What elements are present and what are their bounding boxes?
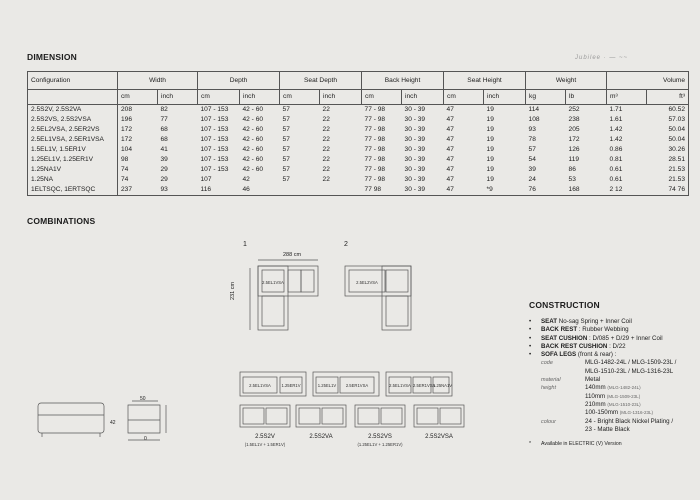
table-cell: 77 - 98 — [364, 146, 386, 153]
leg-height: 110mm — [585, 392, 606, 400]
table-cell: 42 - 60 — [242, 166, 264, 173]
height-key: height — [541, 385, 556, 392]
unit-cell: ft³ — [647, 90, 689, 105]
table-cell: 77 - 98 — [364, 176, 386, 183]
unit-cell: kg — [526, 90, 566, 105]
table-cell: 205 — [568, 126, 580, 133]
table-cell: 57 — [282, 126, 290, 133]
leg-colour: 24 - Bright Black Nickel Plating / — [585, 417, 674, 425]
table-cell: 30 - 39 — [404, 106, 426, 113]
table-cell: 2 12 — [607, 185, 647, 196]
sofa-subcaption: (1.25EL1V + 1.25ER1V) — [357, 442, 403, 447]
side-dim-label: 0 — [144, 436, 147, 442]
construction-item: • SEAT CUSHION : D/085 + D/29 + Inner Coil — [529, 334, 663, 342]
unit-cell: cm — [118, 90, 158, 105]
construction-list: • SEAT No-sag Spring + Inner Coil • BACK REST : Rubber Webbing • SEAT CUSHION : D/085 + D/29 + Inner Coil • BACK REST CUSHION : D/22 • SOFA LEGS (front & rear) : code MLG-1482-24L / MLG-1509-23L / MLG-1510-23L / MLG-1316-23L material Metal height 140mm (MLG-1482-24L) 110mm (MLG-1509-23L) 210mm (MLG-1510-23L) 100-150mm (MLG-1316-23L) colour 24 - Bright Black Nickel Plating / 23 - Matte Black * Available in ELECTRIC (V) Version — [529, 318, 689, 448]
table-cell: 42 — [242, 176, 250, 183]
table-cell: 39 — [528, 166, 536, 173]
table-cell: 107 - 153 — [200, 156, 229, 163]
col-header: Weight — [526, 72, 607, 90]
table-cell: 19 — [486, 116, 494, 123]
table-cell: 77 - 98 — [364, 116, 386, 123]
table-cell: 22 — [322, 176, 330, 183]
config-cell: 2.5EL2VSA, 2.5ER2VS — [28, 125, 118, 135]
table-cell: 19 — [486, 156, 494, 163]
table-cell: 54 — [528, 156, 536, 163]
table-cell: 76 — [526, 185, 566, 196]
table-cell: 57.03 — [647, 115, 689, 125]
plan-number-1: 1 — [243, 241, 247, 248]
table-cell: 77 - 98 — [364, 136, 386, 143]
table-cell: 126 — [568, 146, 580, 153]
table-cell: 1.61 — [609, 116, 623, 123]
table-cell: 22 — [322, 116, 330, 123]
table-cell: 77 98 — [362, 185, 402, 196]
col-header: Width — [118, 72, 198, 90]
config-cell: 2.5S2V, 2.5S2VA — [28, 105, 118, 116]
table-cell: 172 — [568, 136, 580, 143]
table-cell: 42 - 60 — [242, 136, 264, 143]
col-header: Seat Depth — [280, 72, 362, 90]
table-cell: 21.53 — [647, 165, 689, 175]
electric-note: Available in ELECTRIC (V) Version — [541, 441, 622, 448]
table-cell: 41 — [160, 146, 168, 153]
table-cell: 42 - 60 — [242, 146, 264, 153]
module-label: 2.5EL1VSA — [249, 383, 271, 388]
unit-cell: inch — [320, 90, 362, 105]
table-cell: 107 — [200, 176, 212, 183]
bullet-icon: • — [529, 326, 532, 334]
table-cell: 238 — [568, 116, 580, 123]
construction-item: • SOFA LEGS (front & rear) : — [529, 351, 617, 359]
construction-item: • SEAT No-sag Spring + Inner Coil — [529, 318, 632, 325]
table-cell: 47 — [446, 176, 454, 183]
asterisk-icon: * — [529, 441, 532, 448]
table-cell: 104 — [121, 146, 133, 153]
table-cell: 98 — [121, 156, 129, 163]
config-cell: 1.25NA1V — [28, 165, 118, 175]
config-cell: 1.5EL1V, 1.5ER1V — [28, 145, 118, 155]
bullet-icon: • — [529, 318, 532, 325]
construction-title: CONSTRUCTION — [529, 300, 600, 310]
table-cell: 30 - 39 — [404, 176, 426, 183]
col-header: Configuration — [28, 72, 118, 90]
config-cell: 1ELTSQC, 1ERTSQC — [28, 185, 118, 196]
table-cell: 119 — [568, 156, 580, 163]
combinations-title: COMBINATIONS — [27, 216, 96, 226]
table-cell: 78 — [528, 136, 536, 143]
sofa-caption: 2.5S2VSA — [425, 434, 453, 440]
table-cell: 57 — [282, 146, 290, 153]
table-cell: 57 — [528, 146, 536, 153]
table-cell: 57 — [282, 106, 290, 113]
table-cell: 172 — [121, 136, 133, 143]
config-cell: 1.25NA — [28, 175, 118, 185]
table-cell: 24 — [528, 176, 536, 183]
table-cell: 29 — [160, 166, 168, 173]
table-cell: 57 — [282, 176, 290, 183]
table-cell: 93 — [158, 185, 198, 196]
table-cell: 57 — [282, 116, 290, 123]
colour-key: colour — [541, 418, 556, 425]
table-cell: 0.86 — [609, 146, 623, 153]
table-cell: 30 - 39 — [404, 126, 426, 133]
table-cell: 107 - 153 — [200, 126, 229, 133]
unit-cell: cm — [444, 90, 484, 105]
table-cell: 19 — [486, 106, 494, 113]
table-cell: 77 - 98 — [364, 126, 386, 133]
plan-label: 2.5EL1VSA — [262, 280, 284, 285]
table-cell: 22 — [322, 136, 330, 143]
table-cell: 196 — [121, 116, 133, 123]
table-cell: 107 - 153 — [200, 116, 229, 123]
leg-material: Metal — [585, 376, 601, 384]
sofa-caption: 2.5S2VS — [368, 434, 392, 440]
table-cell: 30.26 — [647, 145, 689, 155]
floor-plan-1 — [258, 266, 318, 330]
col-header: Depth — [198, 72, 280, 90]
table-cell: 22 — [322, 126, 330, 133]
table-cell: 42 - 60 — [242, 106, 264, 113]
table-cell: 19 — [486, 136, 494, 143]
bullet-icon: • — [529, 342, 532, 350]
table-cell: 74 76 — [647, 185, 689, 196]
table-cell: 0.61 — [609, 166, 623, 173]
leg-colour: 23 - Matte Black — [585, 425, 630, 433]
col-header: Seat Height — [444, 72, 526, 90]
table-cell: 172 — [121, 126, 133, 133]
table-cell: 30 - 39 — [404, 166, 426, 173]
leg-height: 100-150mm — [585, 409, 619, 417]
table-cell: 57 — [282, 136, 290, 143]
table-cell: 21.53 — [647, 175, 689, 185]
table-cell: 74 — [121, 176, 129, 183]
table-cell: 82 — [160, 106, 168, 113]
table-cell: 30 - 39 — [404, 146, 426, 153]
table-cell: 74 — [121, 166, 129, 173]
depth-dimension-label: 231 cm — [230, 281, 236, 300]
unit-cell: cm — [362, 90, 402, 105]
table-cell: 53 — [568, 176, 576, 183]
config-cell: 2.5S2VS, 2.5S2VSA — [28, 115, 118, 125]
unit-cell: inch — [484, 90, 526, 105]
table-cell: 47 — [446, 156, 454, 163]
material-key: material — [541, 377, 561, 384]
module-label: 1.25EL1V — [317, 383, 337, 388]
sofa-silhouettes — [240, 405, 464, 427]
side-dim-label: 42 — [110, 420, 116, 426]
construction-item: • BACK REST CUSHION : D/22 — [529, 342, 626, 350]
table-cell: 30 - 39 — [402, 185, 444, 196]
table-cell: 46 — [240, 185, 280, 196]
brand-watermark: Jubilee · — ~~ — [575, 55, 629, 61]
table-cell: 57 — [282, 156, 290, 163]
table-cell: 22 — [322, 106, 330, 113]
sofa-caption: 2.5S2V — [255, 434, 275, 440]
table-cell: 42 - 60 — [242, 116, 264, 123]
table-cell: 108 — [528, 116, 540, 123]
table-cell: 19 — [486, 176, 494, 183]
code-key: code — [541, 360, 553, 367]
unit-cell: inch — [402, 90, 444, 105]
table-cell: 28.51 — [647, 155, 689, 165]
config-cell: 1.25EL1V, 1.25ER1V — [28, 155, 118, 165]
leg-code: MLG-1510-23L / MLG-1316-23L — [585, 367, 674, 375]
table-cell: 60.52 — [647, 105, 689, 116]
bullet-icon: • — [529, 334, 532, 342]
sofa-side-elevation — [128, 401, 166, 440]
table-cell: 47 — [444, 185, 484, 196]
unit-cell: cm — [198, 90, 240, 105]
table-cell: 107 - 153 — [200, 106, 229, 113]
table-cell: 114 — [528, 106, 540, 113]
table-cell: 47 — [446, 166, 454, 173]
plan-label: 2.5EL2VSA — [356, 280, 378, 285]
table-cell: 39 — [160, 156, 168, 163]
table-cell: 22 — [322, 146, 330, 153]
sofa-subcaption: (1.5EL1V + 1.5ER1V) — [244, 442, 286, 447]
table-cell: 30 - 39 — [404, 136, 426, 143]
unit-cell: inch — [240, 90, 280, 105]
table-cell: *9 — [484, 185, 526, 196]
table-cell: 0.61 — [609, 176, 623, 183]
table-cell: 1.42 — [609, 126, 623, 133]
table-cell: 22 — [322, 166, 330, 173]
table-cell: 208 — [121, 106, 133, 113]
leg-height: 140mm — [585, 384, 606, 392]
table-cell: 1.42 — [609, 136, 623, 143]
table-cell: 19 — [486, 126, 494, 133]
table-cell: 86 — [568, 166, 576, 173]
table-cell: 50.04 — [647, 135, 689, 145]
col-header: Volume — [607, 72, 689, 90]
table-cell: 77 - 98 — [364, 166, 386, 173]
leg-height: 210mm — [585, 400, 606, 408]
table-cell: 116 — [198, 185, 240, 196]
table-cell: 93 — [528, 126, 536, 133]
plan-number-2: 2 — [344, 241, 348, 248]
table-cell: 107 - 153 — [200, 136, 229, 143]
table-cell: 47 — [446, 116, 454, 123]
floor-plan-2 — [345, 266, 411, 330]
unit-cell: cm — [280, 90, 320, 105]
col-header: Back Height — [362, 72, 444, 90]
table-cell: 57 — [282, 166, 290, 173]
table-cell: 19 — [486, 166, 494, 173]
module-label: 2.5ER1VSA — [413, 383, 436, 388]
table-cell: 47 — [446, 126, 454, 133]
table-cell: 252 — [568, 106, 580, 113]
table-cell: 77 - 98 — [364, 106, 386, 113]
table-cell: 77 - 98 — [364, 156, 386, 163]
table-cell: 22 — [322, 156, 330, 163]
table-cell: 47 — [446, 106, 454, 113]
module-label: 1.25NA1V — [433, 383, 453, 388]
table-cell: 30 - 39 — [404, 156, 426, 163]
unit-cell: lb — [566, 90, 607, 105]
table-cell: 47 — [446, 146, 454, 153]
bullet-icon: • — [529, 351, 532, 359]
dimension-title: DIMENSION — [27, 52, 77, 62]
sofa-caption: 2.5S2VA — [309, 434, 333, 440]
table-cell: 68 — [160, 126, 168, 133]
table-cell: 68 — [160, 136, 168, 143]
side-dim-label: 50 — [140, 396, 146, 402]
width-dimension-label: 288 cm — [283, 252, 302, 258]
table-cell: 42 - 60 — [242, 156, 264, 163]
table-cell: 42 - 60 — [242, 126, 264, 133]
unit-cell: inch — [158, 90, 198, 105]
table-cell: 47 — [446, 136, 454, 143]
construction-item: • BACK REST : Rubber Webbing — [529, 326, 629, 334]
table-cell: 19 — [486, 146, 494, 153]
module-label: 2.5EL1VSA — [389, 383, 411, 388]
table-cell: 1.71 — [609, 106, 623, 113]
module-label: 1.25ER1V — [281, 383, 301, 388]
table-cell: 29 — [160, 176, 168, 183]
table-cell: 0.81 — [609, 156, 623, 163]
table-cell: 107 - 153 — [200, 166, 229, 173]
table-cell: 168 — [566, 185, 607, 196]
table-cell: 30 - 39 — [404, 116, 426, 123]
leg-code: MLG-1482-24L / MLG-1509-23L / — [585, 359, 677, 367]
table-cell: 237 — [118, 185, 158, 196]
sofa-front-elevation — [38, 403, 104, 437]
module-label: 2.5ER1VSA — [345, 383, 369, 388]
unit-cell: m³ — [607, 90, 647, 105]
table-cell: 50.04 — [647, 125, 689, 135]
table-cell: 77 — [160, 116, 168, 123]
config-cell: 2.5EL1VSA, 2.5ER1VSA — [28, 135, 118, 145]
table-cell: 107 - 153 — [200, 146, 229, 153]
